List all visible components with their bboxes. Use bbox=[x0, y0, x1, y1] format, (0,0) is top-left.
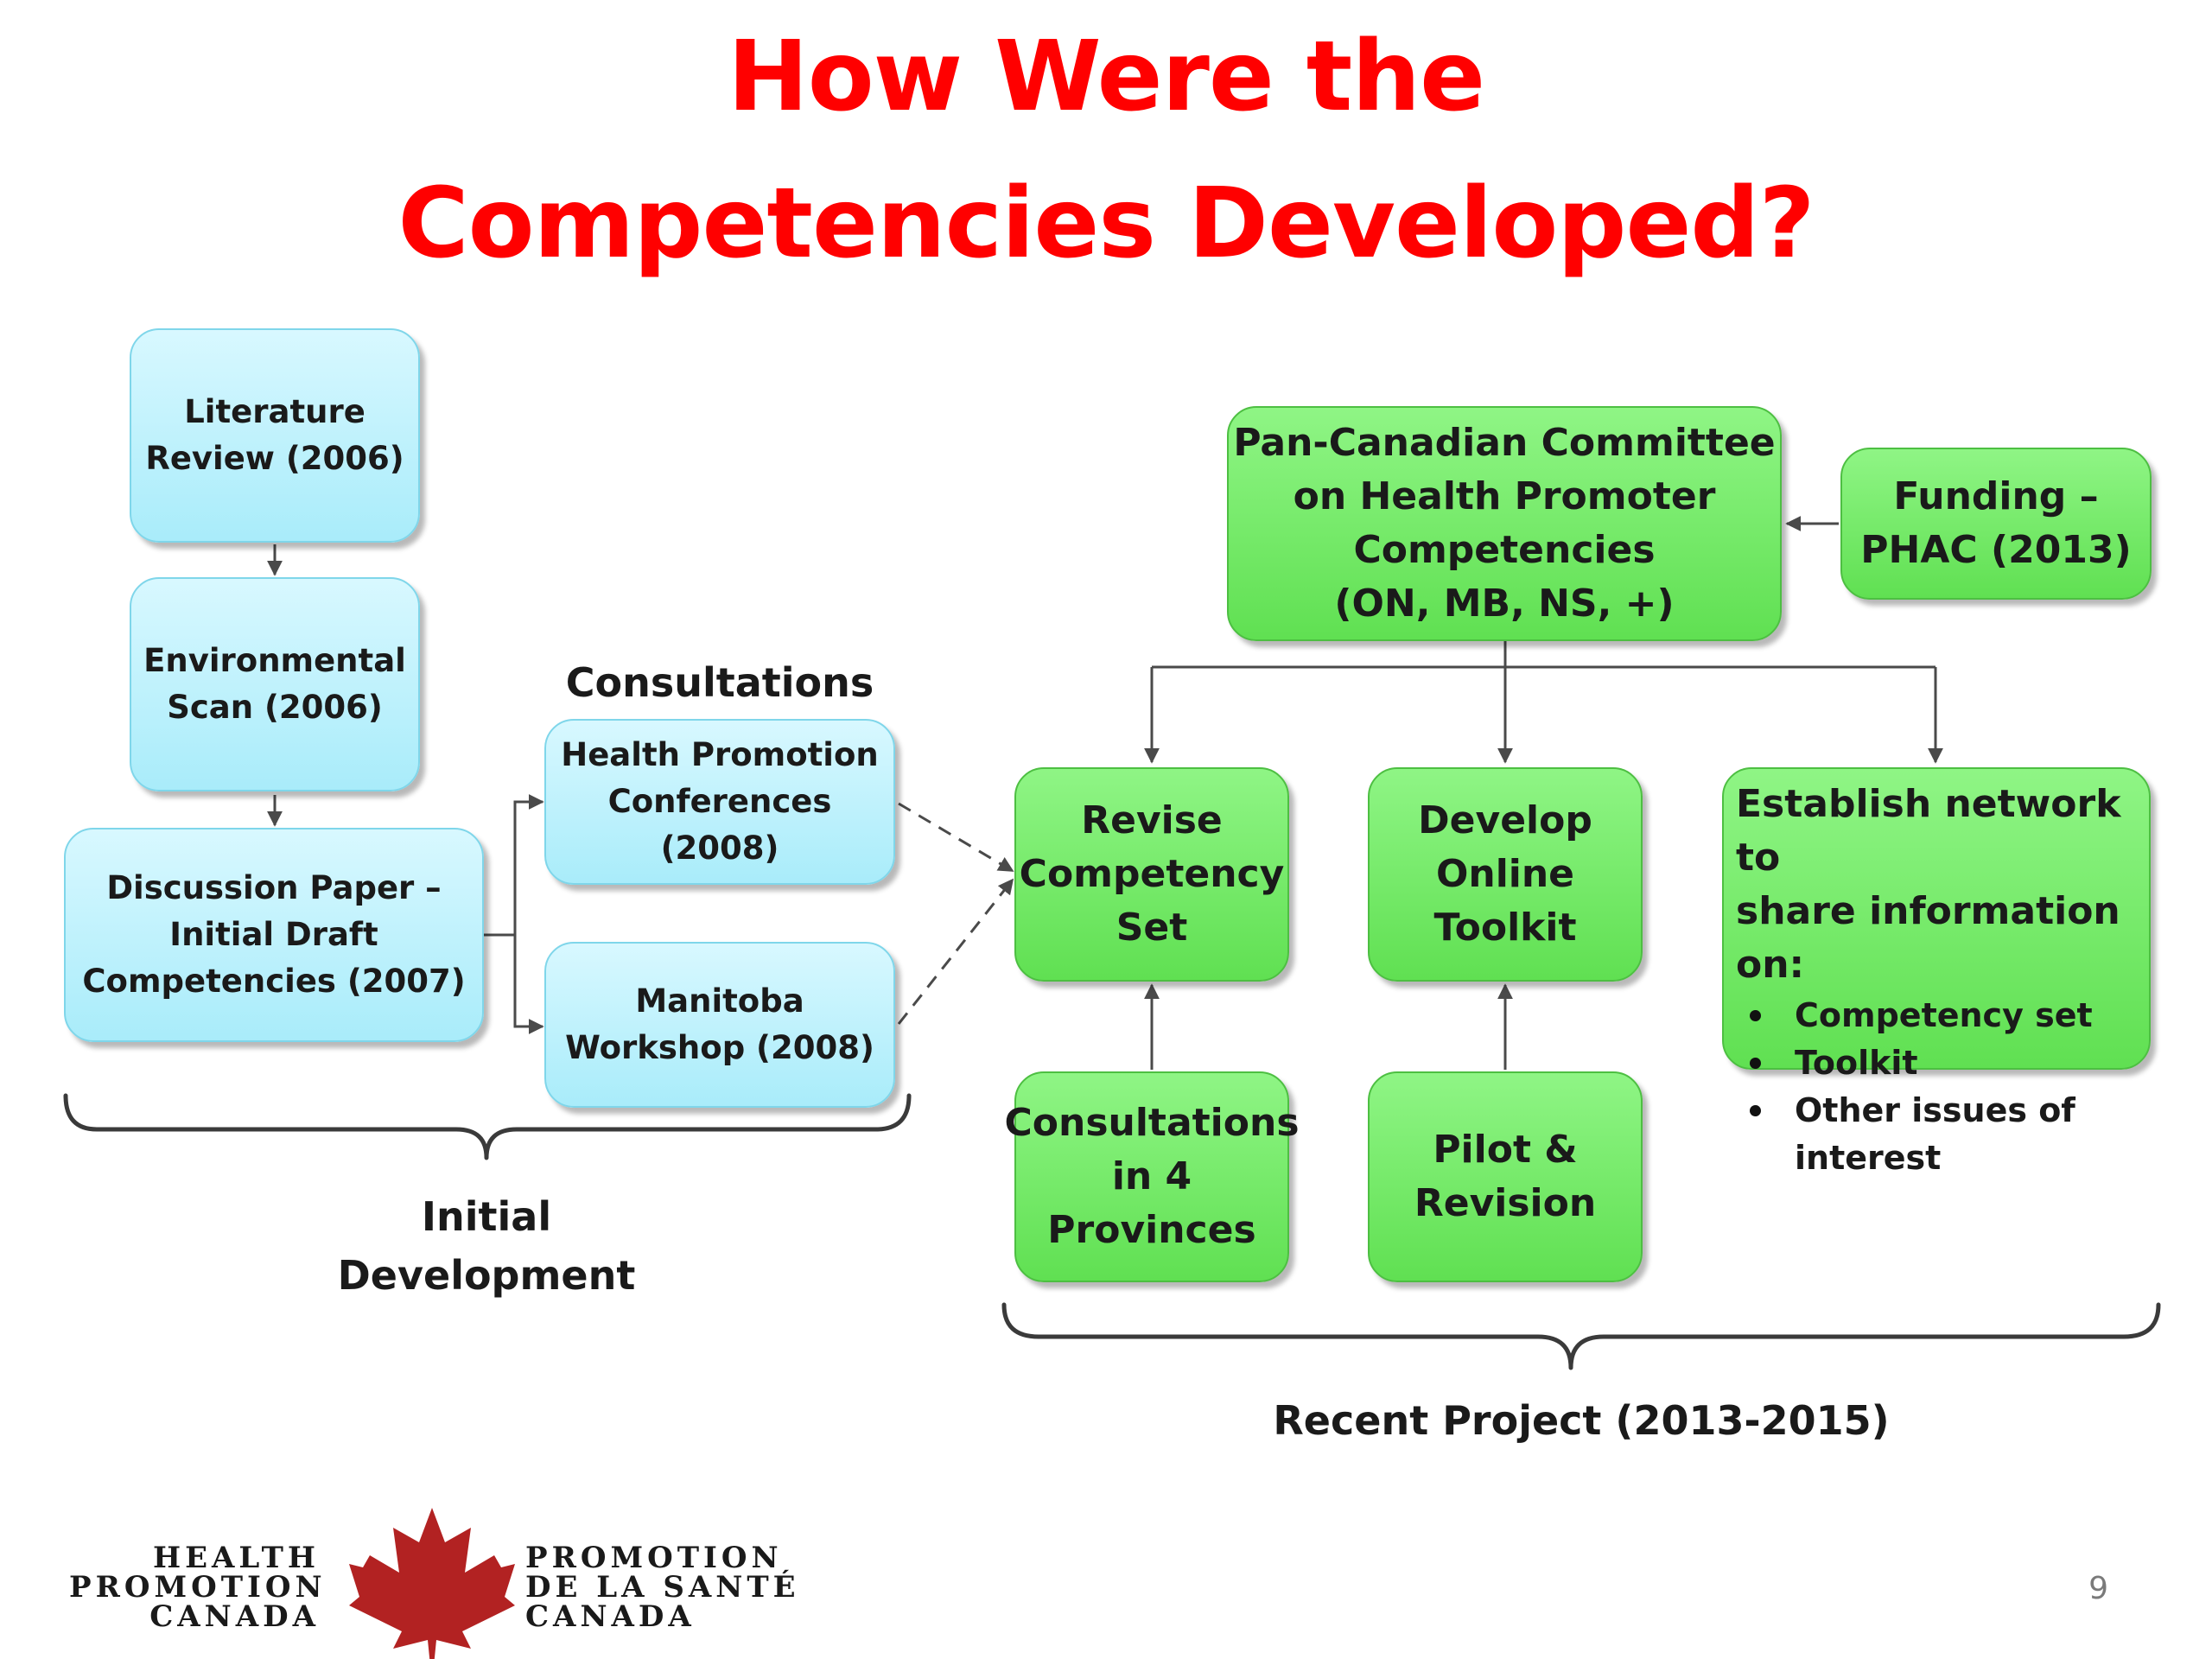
health-promotion-canada-logo-text: HEALTH PROMOTION CANADA bbox=[69, 1541, 327, 1634]
network-item-competency-set: Competency set bbox=[1795, 992, 2093, 1039]
discussion-paper-box: Discussion Paper – Initial Draft Competencies (2007) bbox=[64, 828, 484, 1042]
develop-online-toolkit-box: Develop Online Toolkit bbox=[1368, 767, 1643, 982]
revise-competency-set-box: Revise Competency Set bbox=[1014, 767, 1289, 982]
manitoba-workshop-box: Manitoba Workshop (2008) bbox=[544, 942, 895, 1108]
health-promotion-conferences-box: Health Promotion Conferences (2008) bbox=[544, 719, 895, 885]
consultations-heading: Consultations bbox=[565, 659, 874, 706]
network-item-toolkit: Toolkit bbox=[1795, 1039, 2093, 1087]
dashed-conferences-to-revise bbox=[899, 804, 1013, 871]
pan-canadian-committee-box: Pan-Canadian Committee on Health Promoter Competencies (ON, MB, NS, +) bbox=[1227, 406, 1782, 641]
maple-leaf-icon bbox=[349, 1508, 515, 1659]
recent-project-label: Recent Project (2013-2015) bbox=[1273, 1397, 1890, 1444]
network-list bbox=[1736, 992, 2093, 1182]
title-line-1: How Were the bbox=[727, 21, 1485, 133]
consultations-provinces-box: Consultations in 4 Provinces bbox=[1014, 1071, 1289, 1282]
literature-review-box: Literature Review (2006) bbox=[130, 328, 420, 543]
title-line-2: Competencies Developed? bbox=[397, 168, 1815, 280]
establish-network-box bbox=[1722, 767, 2151, 1177]
arrow-discussion-to-manitoba bbox=[515, 935, 543, 1027]
initial-development-label: Initial Development bbox=[337, 1193, 636, 1299]
network-item-other-issues: Other issues of interest bbox=[1795, 1087, 2093, 1182]
pilot-revision-box: Pilot & Revision bbox=[1368, 1071, 1643, 1282]
funding-phac-box: Funding – PHAC (2013) bbox=[1840, 448, 2152, 600]
page-number: 9 bbox=[2088, 1571, 2108, 1606]
network-title: Establish network to share information on: bbox=[1736, 782, 2121, 987]
arrow-discussion-to-consultations bbox=[484, 802, 543, 935]
recent-project-brace bbox=[1004, 1305, 2158, 1368]
dashed-manitoba-to-revise bbox=[899, 880, 1013, 1024]
promotion-sante-canada-logo-text: PROMOTION DE LA SANTÉ CANADA bbox=[525, 1541, 800, 1634]
maple-leaf-logo bbox=[349, 1508, 515, 1659]
environmental-scan-box: Environmental Scan (2006) bbox=[130, 577, 420, 791]
